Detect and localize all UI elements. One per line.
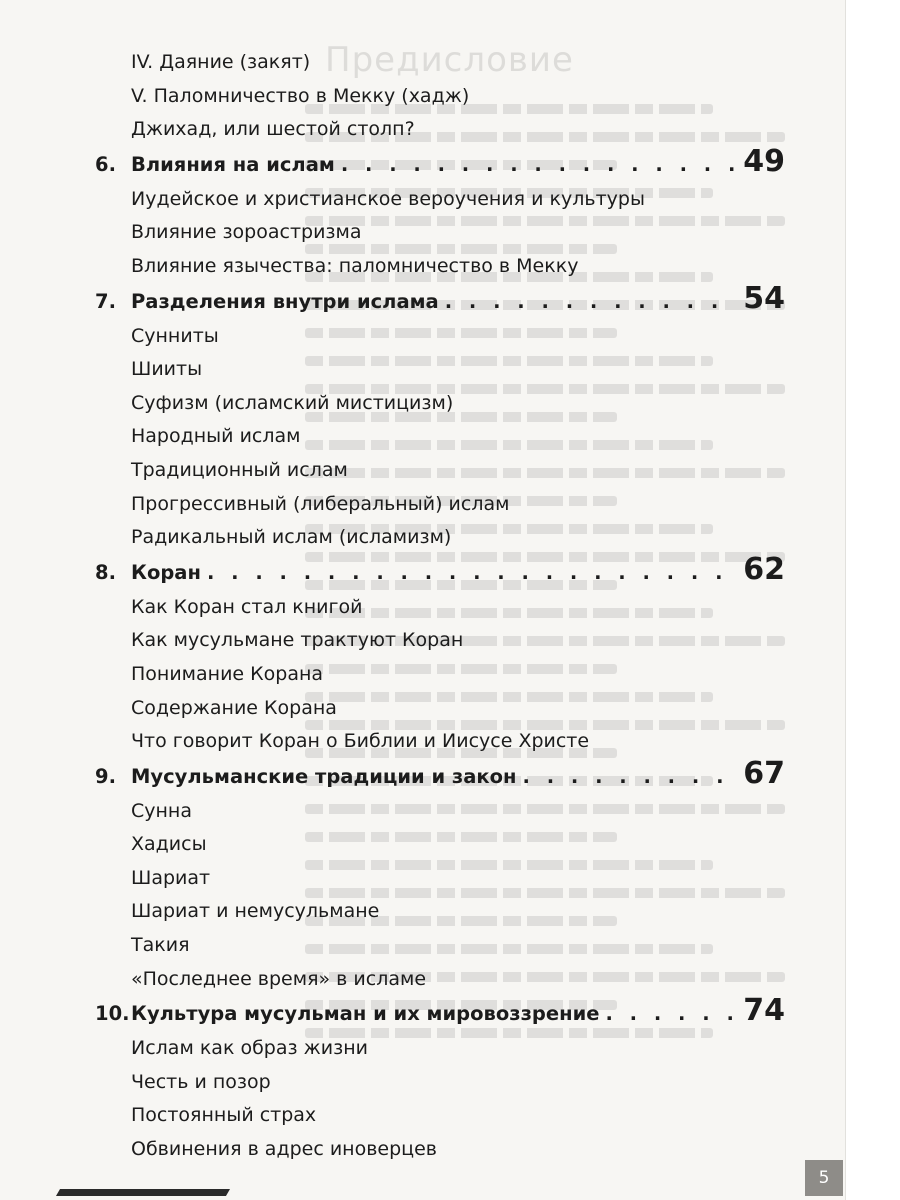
toc-subitem: IV. Даяние (закят) [131, 51, 311, 73]
right-margin-strip [845, 0, 900, 1200]
chapter-page: 49 [743, 143, 785, 179]
chapter-title: Влияния на ислам [131, 152, 335, 176]
toc-chapter-8 [95, 551, 785, 589]
toc-subitem: Сунниты [131, 324, 219, 347]
chapter-title: Разделения внутри ислама [131, 289, 439, 313]
toc-subitem: Шариат и немусульмане [131, 900, 380, 923]
chapter-page: 62 [743, 551, 785, 587]
toc-chapter-10 [95, 993, 785, 1030]
toc-subitem: Обвинения в адрес иноверцев [131, 1138, 437, 1161]
toc-subitem: Суфизм (исламский мистицизм) [131, 391, 454, 414]
toc-chapter-7 [95, 280, 785, 318]
toc-subitem: Содержание Корана [131, 696, 337, 719]
dot-leader [207, 561, 737, 584]
toc-subitem: Джихад, или шестой столп? [131, 118, 415, 141]
toc-chapter-9 [95, 755, 785, 793]
toc-chapter-6 [95, 143, 785, 181]
toc-subitem: Что говорит Коран о Библии и Иисусе Христе [131, 730, 590, 753]
toc-subitem: V. Паломничество в Мекку (хадж) [131, 84, 470, 107]
chapter-number: 7. [95, 289, 116, 313]
toc-subitem: Народный ислам [131, 425, 301, 448]
bottom-edge-mark [56, 1189, 230, 1196]
toc-subitem: Сунна [131, 799, 192, 822]
toc-subitem: Влияние язычества: паломничество в Мекку [131, 254, 579, 277]
chapter-title: Культура мусульман и их мировоззрение [131, 1002, 600, 1026]
ghost-title: Предисловие [325, 40, 574, 80]
dot-leader [341, 153, 737, 176]
toc-subitem: Прогрессивный (либеральный) ислам [131, 492, 510, 515]
chapter-page: 67 [743, 755, 785, 791]
chapter-number: 8. [95, 560, 116, 584]
toc-subitem: Понимание Корана [131, 662, 324, 685]
toc-subitem: Ислам как образ жизни [131, 1037, 368, 1060]
chapter-number: 10. [95, 1002, 130, 1026]
table-of-contents [95, 46, 785, 1167]
page-number: 5 [805, 1160, 843, 1196]
dot-leader [445, 290, 738, 313]
toc-subitem: Как мусульмане трактуют Коран [131, 629, 464, 652]
chapter-title: Коран [131, 560, 201, 584]
toc-subitem: Радикальный ислам (исламизм) [131, 526, 452, 549]
chapter-number: 6. [95, 152, 116, 176]
dot-leader [605, 1002, 737, 1025]
toc-subitem: Хадисы [131, 833, 207, 856]
chapter-number: 9. [95, 764, 116, 788]
toc-subitem: Иудейское и христианское вероучения и культуры [131, 187, 645, 210]
toc-subitem: Влияние зороастризма [131, 221, 362, 244]
toc-subitem: Постоянный страх [131, 1104, 317, 1127]
toc-subitem: Шииты [131, 358, 203, 381]
toc-subitem: Шариат [131, 866, 211, 889]
toc-subitem: Честь и позор [131, 1070, 271, 1093]
toc-subitem: Как Коран стал книгой [131, 595, 363, 618]
dot-leader [523, 765, 738, 788]
chapter-page: 74 [743, 993, 785, 1029]
chapter-page: 54 [743, 280, 785, 316]
toc-subitem: Традиционный ислам [131, 458, 348, 481]
chapter-title: Мусульманские традиции и закон [131, 764, 517, 788]
toc-subitem: «Последнее время» в исламе [131, 967, 427, 990]
toc-subitem: Такия [131, 934, 190, 957]
